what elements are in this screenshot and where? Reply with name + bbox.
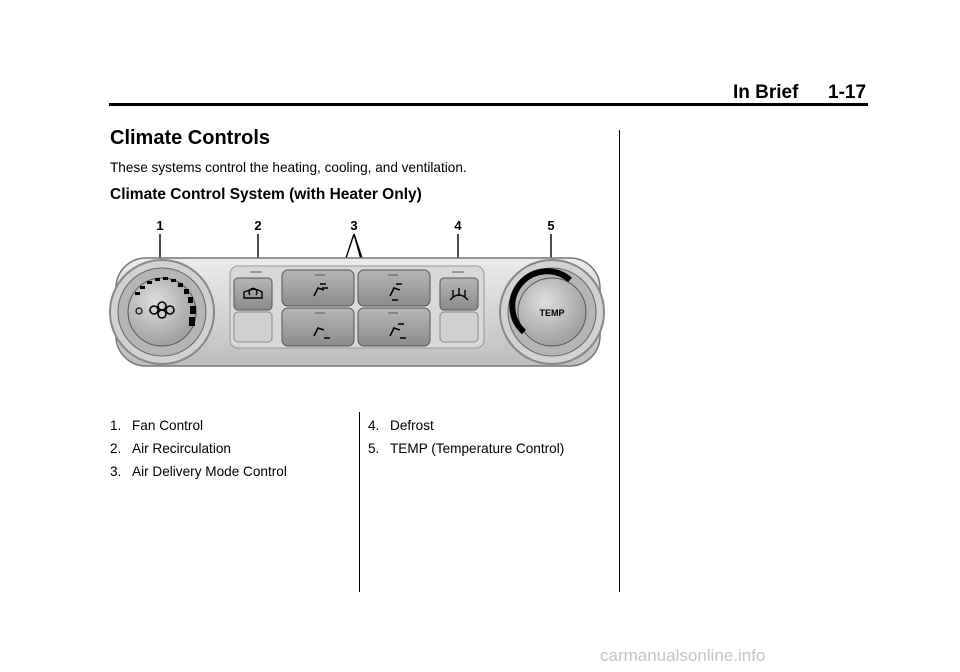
list-item: 4. Defrost: [368, 418, 434, 433]
mode-floor-button[interactable]: [282, 308, 354, 346]
temp-label: TEMP: [539, 308, 565, 318]
fan-control-knob[interactable]: [128, 278, 196, 346]
list-column-divider: [359, 412, 360, 592]
callout-2: 2: [254, 218, 262, 233]
watermark: carmanualsonline.info: [600, 646, 766, 665]
right-lower-blank-button: [440, 312, 478, 342]
left-lower-blank-button: [234, 312, 272, 342]
callout-1: 1: [156, 218, 164, 233]
header-rule: [109, 103, 868, 106]
list-item: 2. Air Recirculation: [110, 441, 231, 456]
running-header-section: In Brief: [733, 82, 799, 103]
list-item: 1. Fan Control: [110, 418, 204, 433]
list-item: 3. Air Delivery Mode Control: [110, 464, 287, 479]
legend-list-left: [110, 418, 287, 487]
page-number: 1-17: [828, 82, 867, 103]
legend-list-right: [368, 418, 564, 464]
air-recirculation-button[interactable]: [234, 278, 272, 310]
subsection-title: Climate Control System (with Heater Only): [110, 186, 422, 203]
mode-floor-defrost-button[interactable]: [358, 308, 430, 346]
section-title: Climate Controls: [110, 127, 271, 149]
callout-5: 5: [547, 218, 555, 233]
callout-3: 3: [350, 218, 358, 233]
climate-control-figure: [100, 200, 610, 400]
intro-paragraph: These systems control the heating, cooling, and ventilation.: [110, 160, 467, 175]
list-item: 5. TEMP (Temperature Control): [368, 441, 565, 456]
callout-4: 4: [454, 218, 462, 233]
column-divider: [619, 130, 620, 592]
